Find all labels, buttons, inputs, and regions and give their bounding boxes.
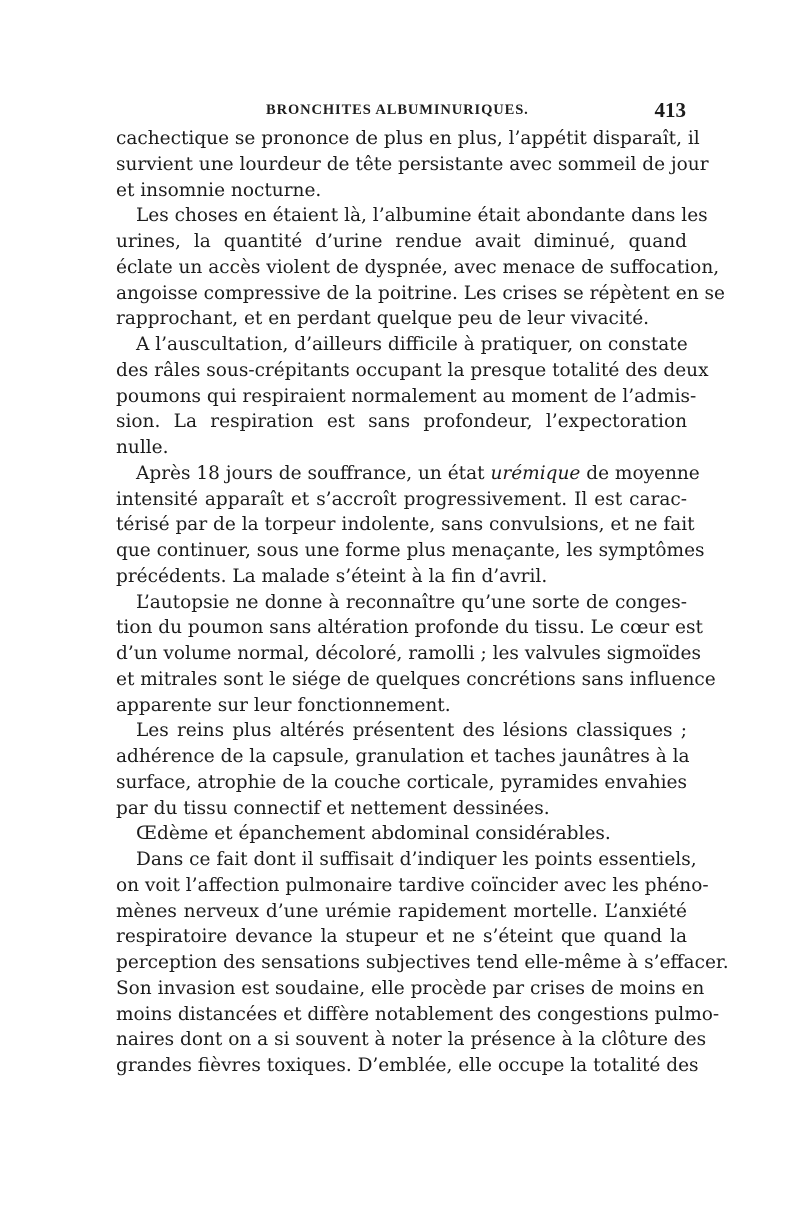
running-title: BRONCHITES ALBUMINURIQUES.: [266, 102, 529, 118]
text-line: Les reins plus altérés présentent des lésions classiques ;: [136, 720, 687, 742]
text-line: moins distancées et diffère notablement des congestions pulmo-: [116, 1003, 720, 1025]
text-line: surface, atrophie de la couche corticale, pyramides envahies: [116, 771, 687, 793]
text-line: urines, la quantité d’urine rendue avait diminué, quand: [116, 231, 687, 252]
text-run: de moyenne: [580, 462, 700, 484]
text-line: que continuer, sous une forme plus menaçante, les symptômes: [116, 540, 705, 561]
text-line: Dans ce fait dont il suffisait d’indiquer les points essentiels,: [136, 849, 697, 870]
italic-word: urémique: [490, 462, 581, 484]
text-line: mènes nerveux d’une urémie rapidement mortelle. L’anxiété: [116, 900, 687, 922]
page-number: 413: [654, 98, 686, 122]
text-line: cachectique se prononce de plus en plus, l’appétit disparaît, il: [116, 128, 700, 149]
text-line: naires dont on a si souvent à noter la présence à la clôture des: [116, 1029, 707, 1051]
text-line: éclate un accès violent de dyspnée, avec menace de suffocation,: [116, 256, 720, 278]
text-line: par du tissu connectif et nettement dessinées.: [116, 797, 550, 819]
text-line-with-emphasis: [116, 461, 700, 487]
text-line: angoisse compressive de la poitrine. Les crises se répètent en se: [116, 282, 725, 304]
text-line: survient une lourdeur de tête persistante avec sommeil de jour: [116, 153, 709, 175]
text-line: et insomnie nocturne.: [116, 179, 322, 201]
text-line: L’autopsie ne donne à reconnaître qu’une sorte de conges-: [136, 591, 687, 613]
text-line: intensité apparaît et s’accroît progressivement. Il est carac-: [116, 488, 687, 510]
text-line: on voit l’affection pulmonaire tardive coïncider avec les phéno-: [116, 874, 709, 896]
text-line: adhérence de la capsule, granulation et taches jaunâtres à la: [116, 746, 690, 767]
text-line: des râles sous-crépitants occupant la presque totalité des deux: [116, 359, 709, 381]
text-line: Les choses en étaient là, l’albumine était abondante dans les: [136, 205, 708, 227]
text-line: perception des sensations subjectives tend elle-même à s’effacer.: [116, 952, 729, 973]
text-line: A l’auscultation, d’ailleurs difficile à pratiquer, on constate: [136, 334, 688, 355]
text-line: sion. La respiration est sans profondeur, l’expectoration: [116, 411, 687, 433]
running-head: [116, 98, 686, 122]
text-line: respiratoire devance la stupeur et ne s’éteint que quand la: [116, 926, 687, 948]
text-line: et mitrales sont le siége de quelques concrétions sans influence: [116, 668, 716, 690]
text-line: grandes fièvres toxiques. D’emblée, elle occupe la totalité des: [116, 1055, 699, 1076]
text-line: précédents. La malade s’éteint à la fin d’avril.: [116, 565, 548, 587]
text-line: rapprochant, et en perdant quelque peu de leur vivacité.: [116, 308, 650, 330]
body-text: [116, 126, 729, 1079]
text-line: tion du poumon sans altération profonde du tissu. Le cœur est: [116, 617, 703, 639]
text-line: d’un volume normal, décoloré, ramolli ; les valvules sigmoïdes: [116, 643, 701, 664]
text-line: poumons qui respiraient normalement au moment de l’admis-: [116, 385, 697, 407]
text-line: apparente sur leur fonctionnement.: [116, 694, 451, 716]
text-line: nulle.: [116, 437, 169, 458]
text-line: Œdème et épanchement abdominal considérables.: [136, 823, 611, 845]
text-run: Après 18 jours de souffrance, un état: [136, 462, 491, 484]
text-line: térisé par de la torpeur indolente, sans convulsions, et ne fait: [116, 514, 695, 536]
text-line: Son invasion est soudaine, elle procède par crises de moins en: [116, 977, 705, 999]
